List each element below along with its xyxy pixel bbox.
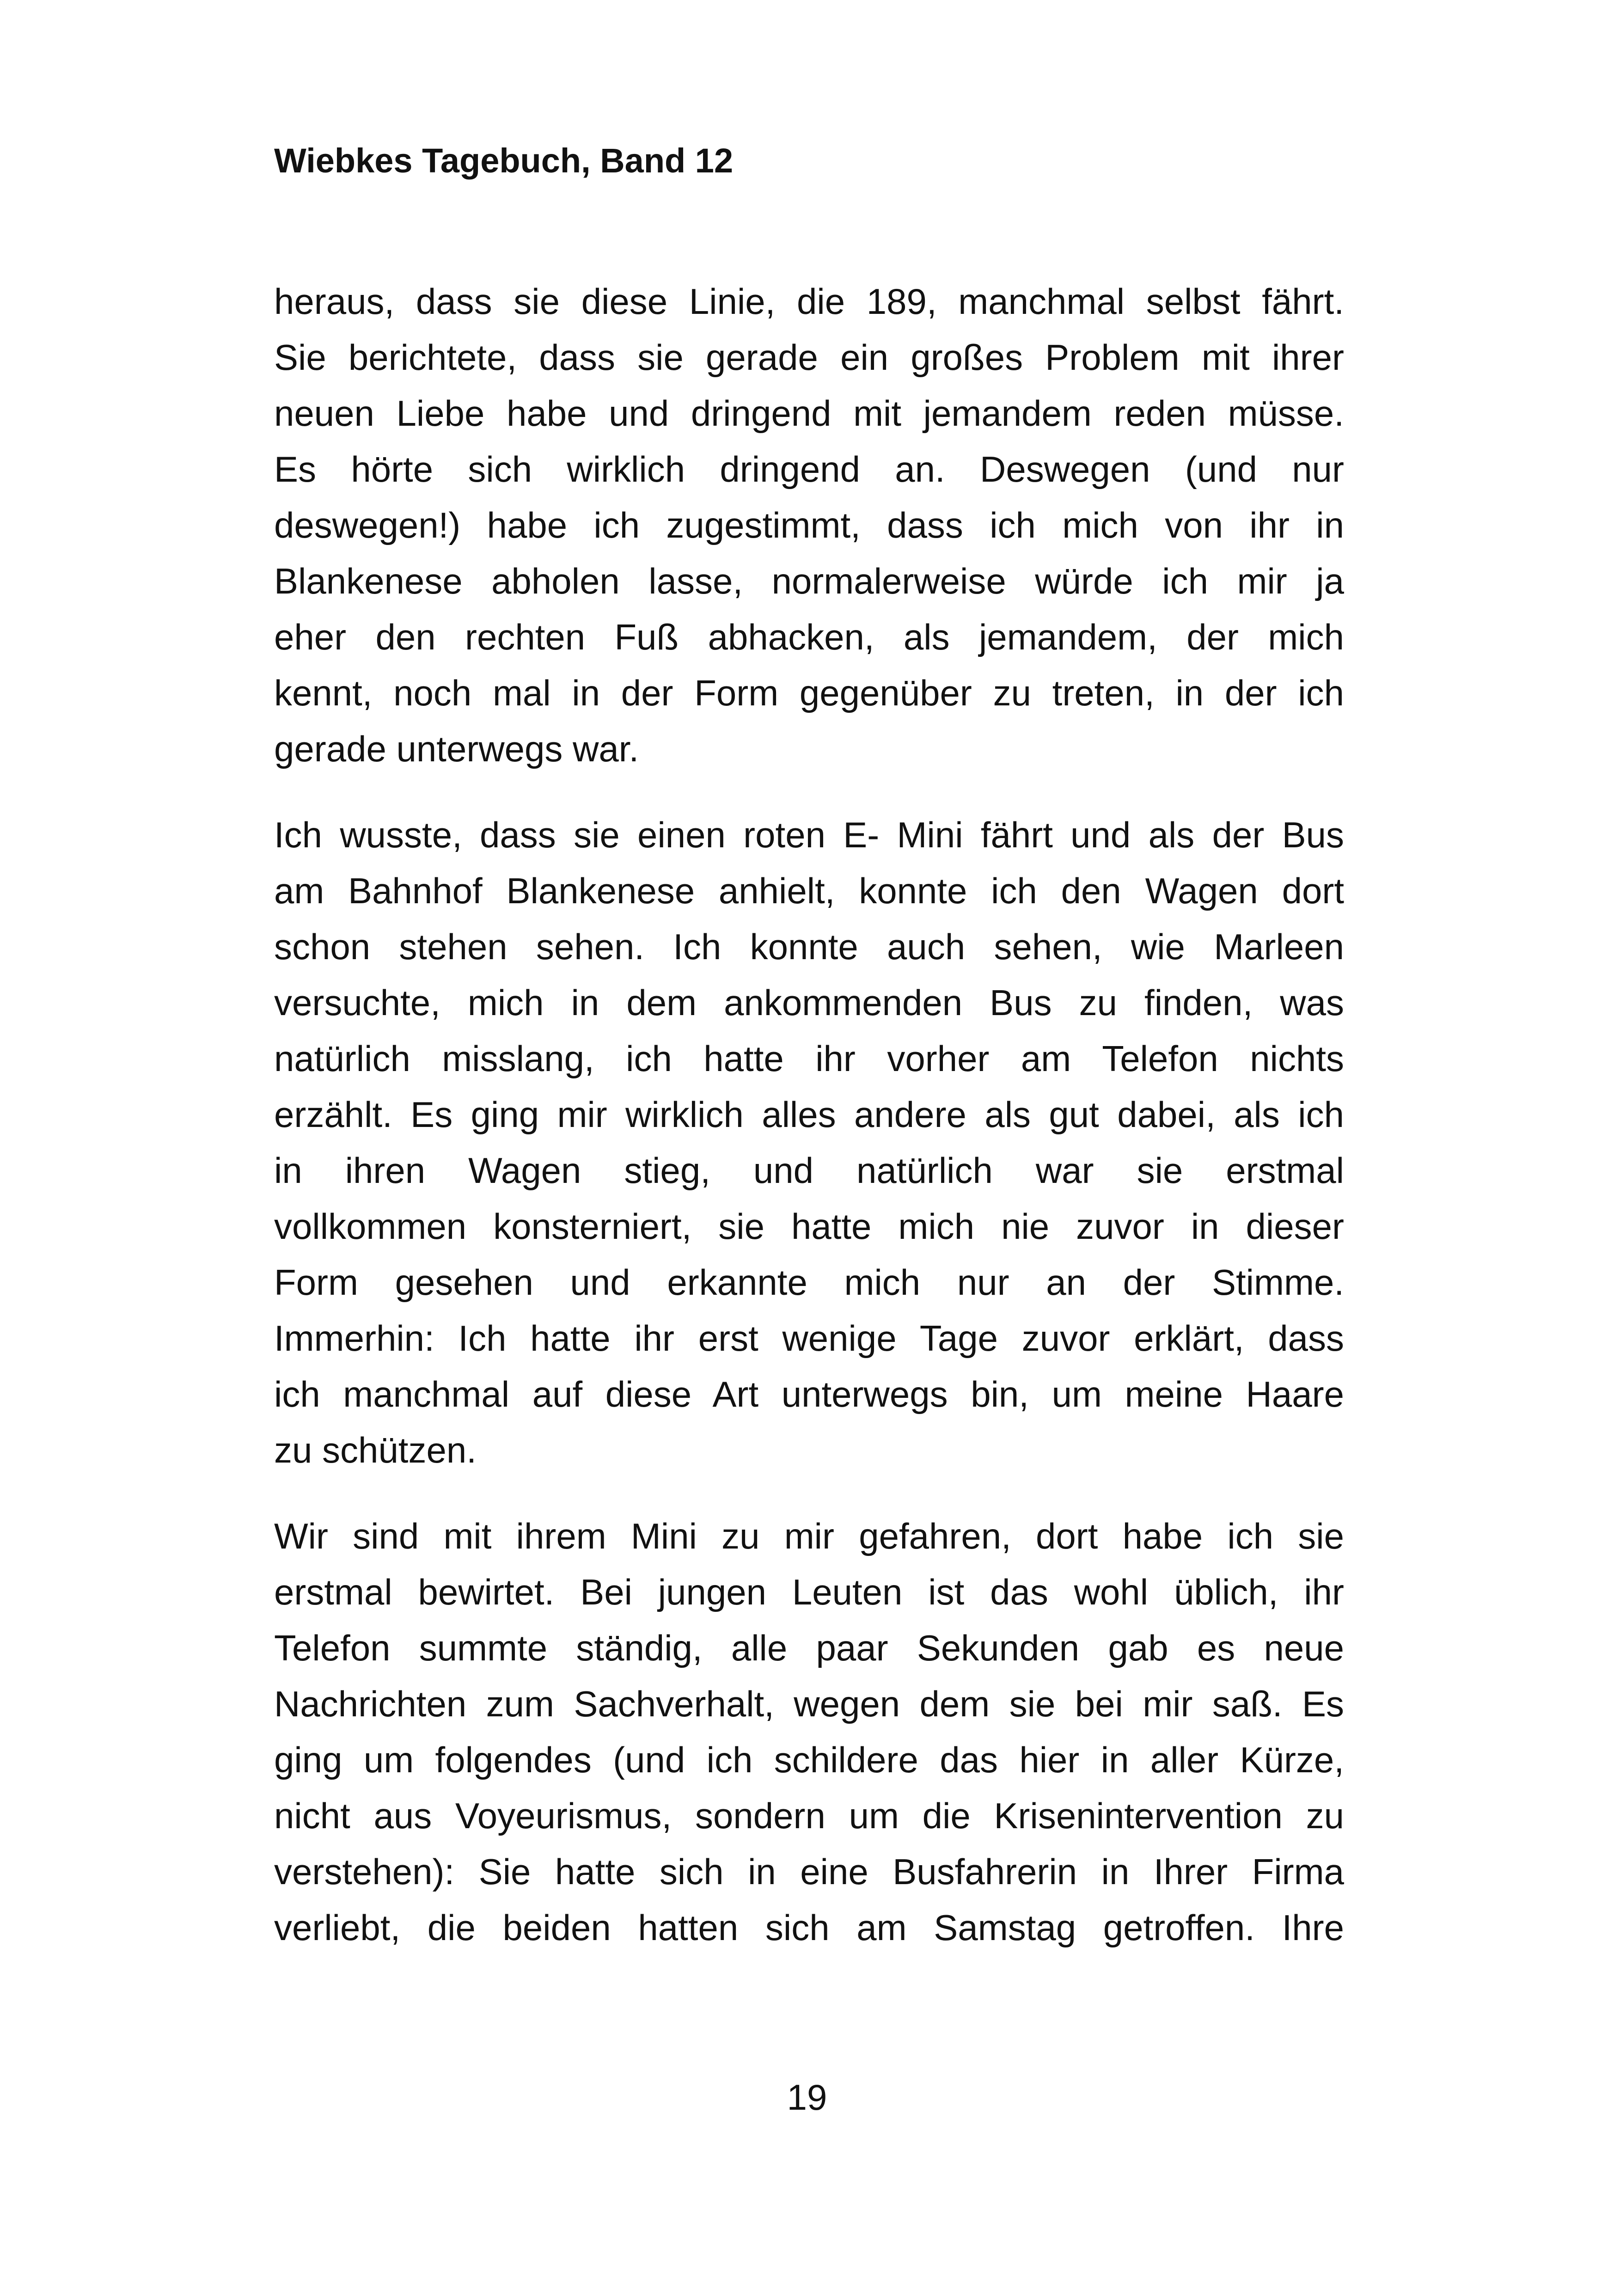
paragraph-3 [274, 1508, 1344, 1956]
text-line: zu schützen. [274, 1430, 477, 1470]
text-line: eher den rechten Fuß abhacken, als jemandem, der mich [274, 617, 1344, 657]
text-line: ich manchmal auf diese Art unterwegs bin, um meine Haare [274, 1374, 1344, 1414]
text-line: schon stehen sehen. Ich konnte auch sehen, wie Marleen [274, 926, 1344, 967]
text-line: Ich wusste, dass sie einen roten E- Mini fährt und als der Bus [274, 814, 1344, 855]
text-line: neuen Liebe habe und dringend mit jemandem reden müsse. [274, 393, 1344, 434]
text-line: Nachrichten zum Sachverhalt, wegen dem sie bei mir saß. Es [274, 1684, 1344, 1724]
text-line: erstmal bewirtet. Bei jungen Leuten ist das wohl üblich, ihr [274, 1572, 1344, 1612]
text-line: heraus, dass sie diese Linie, die 189, manchmal selbst fährt. [274, 281, 1344, 322]
running-header-title: Wiebkes Tagebuch, Band 12 [274, 141, 734, 180]
text-line: verstehen): Sie hatte sich in eine Busfahrerin in Ihrer Firma [274, 1851, 1344, 1892]
text-line: vollkommen konsterniert, sie hatte mich nie zuvor in dieser [274, 1206, 1344, 1247]
text-line: Wir sind mit ihrem Mini zu mir gefahren, dort habe ich sie [274, 1516, 1344, 1556]
text-line: gerade unterwegs war. [274, 729, 639, 769]
paragraph-1 [274, 274, 1344, 777]
text-line: verliebt, die beiden hatten sich am Samstag getroffen. Ihre [274, 1907, 1344, 1948]
text-line: erzählt. Es ging mir wirklich alles andere als gut dabei, als ich [274, 1094, 1344, 1135]
page-number: 19 [787, 2077, 827, 2118]
text-line: Es hörte sich wirklich dringend an. Deswegen (und nur [274, 449, 1344, 490]
text-line: natürlich misslang, ich hatte ihr vorher am Telefon nichts [274, 1038, 1344, 1079]
text-line: Blankenese abholen lasse, normalerweise würde ich mir ja [274, 561, 1344, 601]
text-line: kennt, noch mal in der Form gegenüber zu treten, in der ich [274, 673, 1344, 713]
text-line: ging um folgendes (und ich schildere das hier in aller Kürze, [274, 1739, 1344, 1780]
text-line: Telefon summte ständig, alle paar Sekunden gab es neue [274, 1628, 1344, 1668]
paragraph-2 [274, 807, 1344, 1478]
text-line: Form gesehen und erkannte mich nur an der Stimme. [274, 1262, 1344, 1303]
text-line: nicht aus Voyeurismus, sondern um die Krisenintervention zu [274, 1795, 1344, 1836]
text-line: versuchte, mich in dem ankommenden Bus zu finden, was [274, 982, 1344, 1023]
body-text [274, 274, 1344, 1956]
text-line: in ihren Wagen stieg, und natürlich war sie erstmal [274, 1150, 1344, 1191]
text-line: deswegen!) habe ich zugestimmt, dass ich mich von ihr in [274, 505, 1344, 545]
text-line: am Bahnhof Blankenese anhielt, konnte ich den Wagen dort [274, 870, 1344, 911]
text-line: Immerhin: Ich hatte ihr erst wenige Tage zuvor erklärt, dass [274, 1318, 1344, 1359]
text-line: Sie berichtete, dass sie gerade ein großes Problem mit ihrer [274, 337, 1344, 378]
